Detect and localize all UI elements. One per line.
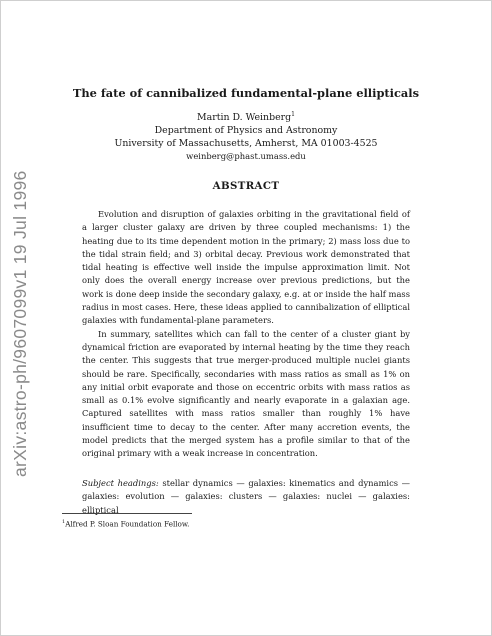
author-name xyxy=(60,108,432,124)
footnote-mark: 1 xyxy=(62,519,66,525)
abstract-paragraph-2: In summary, satellites which can fall to the center of a cluster giant by dynamical friction are evaporated by internal heating by the time they reach the center. This suggests that true merger-produced multiple nuclei giants should be rare. Specifically, secondaries with mass ratios as small as 1% on any initial orbit evaporate and those on eccentric orbits with mass ratios as small as 0.1% evolve significantly and nearly evaporate in a galaxian age. Captured satellites with mass ratios smaller than roughly 1% have insufficient time to decay to the center. After many accretion events, the model predicts that the merged system has a profile similar to that of the original primary with a weak increase in concentration. xyxy=(82,328,410,459)
footnote-text: Alfred P. Sloan Foundation Fellow. xyxy=(65,519,190,529)
footnote xyxy=(62,519,422,528)
author-footnote-mark: 1 xyxy=(291,111,295,118)
author-institution: University of Massachusetts, Amherst, MA 01003-4525 xyxy=(114,138,378,150)
abstract-paragraph-1: Evolution and disruption of galaxies orbiting in the gravitational field of a larger cluster galaxy are driven by three coupled mechanisms: 1) the heating due to its time dependent motion in the primary; 2) mass loss due to the tidal strain field; and 3) orbital decay. Previous work demonstrated that tidal heating is effective well inside the impulse approximation limit. Not only does the overall energy increase over previous predictions, but the work is done deep inside the secondary galaxy, e.g. at or inside the half mass radius in most cases. Here, these ideas applied to cannibalization of elliptical galaxies with fundamental-plane parameters. xyxy=(82,209,410,326)
subject-headings xyxy=(82,477,410,517)
subject-headings-text: stellar dynamics — galaxies: kinematics and dynamics — galaxies: evolution — galaxies: clusters — galaxies: nuclei — galaxies: elliptical xyxy=(82,478,410,515)
arxiv-identifier: arXiv:astro-ph/9607099v1 19 Jul 1996 xyxy=(10,170,30,477)
footnote-rule xyxy=(62,513,192,514)
author-department: Department of Physics and Astronomy xyxy=(154,125,338,137)
author-name-text: Martin D. Weinberg xyxy=(197,112,292,124)
author-block xyxy=(60,108,432,163)
abstract-body xyxy=(82,208,410,461)
author-email: weinberg@phast.umass.edu xyxy=(186,151,306,162)
paper-title: The fate of cannibalized fundamental-plane ellipticals xyxy=(72,86,420,100)
subject-headings-label: Subject headings: xyxy=(82,478,159,488)
abstract-heading: ABSTRACT xyxy=(212,180,280,192)
